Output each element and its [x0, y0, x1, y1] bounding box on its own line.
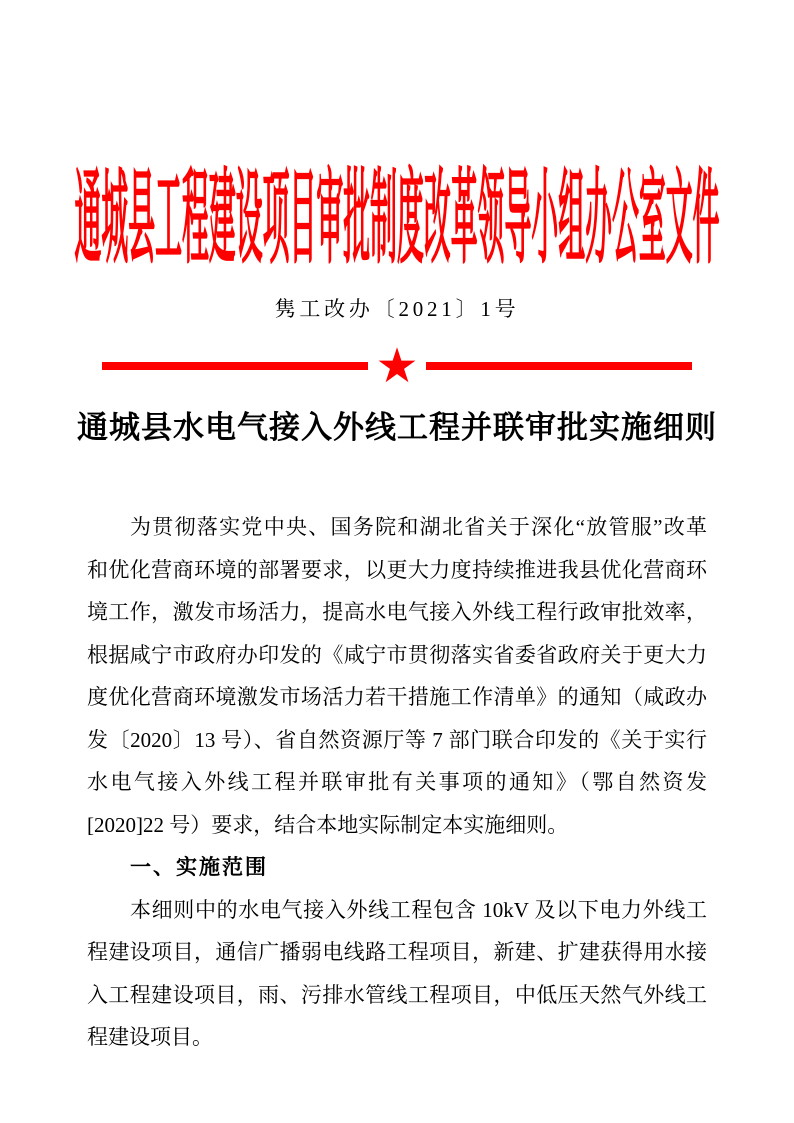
text-line: 程建设项目，通信广播弱电线路工程项目，新建、扩建获得用水接 — [87, 940, 707, 964]
letterhead — [0, 158, 794, 277]
divider-line-left — [102, 362, 368, 370]
text-line: [2020]22 号）要求，结合本地实际制定本实施细则。 — [87, 812, 569, 837]
divider-line-right — [426, 362, 692, 370]
document-title: 通城县水电气接入外线工程并联审批实施细则 — [77, 410, 717, 445]
text-line: 度优化营商环境激发市场活力若干措施工作清单》的通知（咸政办 — [87, 685, 707, 709]
document-number: 隽工改办〔2021〕1号 — [274, 297, 520, 321]
text-line: 根据咸宁市政府办印发的《咸宁市贯彻落实省委省政府关于更大力 — [87, 642, 707, 667]
paragraph-intro — [87, 506, 707, 846]
divider — [102, 338, 692, 394]
text-line: 境工作，激发市场活力，提高水电气接入外线工程行政审批效率， — [87, 600, 707, 624]
letterhead-title: 通城县工程建设项目审批制度改革领导小组办公室文件 — [74, 161, 720, 277]
paragraph-scope — [87, 889, 707, 1059]
text-line: 程建设项目。 — [87, 1025, 213, 1049]
text-line: 为贯彻落实党中央、国务院和湖北省关于深化“放管服”改革 — [130, 515, 707, 539]
text-line: 和优化营商环境的部署要求，以更大力度持续推进我县优化营商环 — [87, 557, 707, 582]
document-body — [87, 506, 707, 1059]
text-line: 入工程建设项目，雨、污排水管线工程项目，中低压天然气外线工 — [87, 982, 707, 1007]
section-heading-1: 一、实施范围 — [130, 855, 268, 879]
text-line: 水电气接入外线工程并联审批有关事项的通知》（鄂自然资发 — [87, 770, 707, 794]
star-icon: ★ — [375, 338, 419, 394]
text-line: 本细则中的水电气接入外线工程包含 10kV 及以下电力外线工 — [130, 897, 707, 922]
text-line: 发〔2020〕13 号）、省自然资源厅等 7 部门联合印发的《关于实行 — [87, 727, 707, 752]
